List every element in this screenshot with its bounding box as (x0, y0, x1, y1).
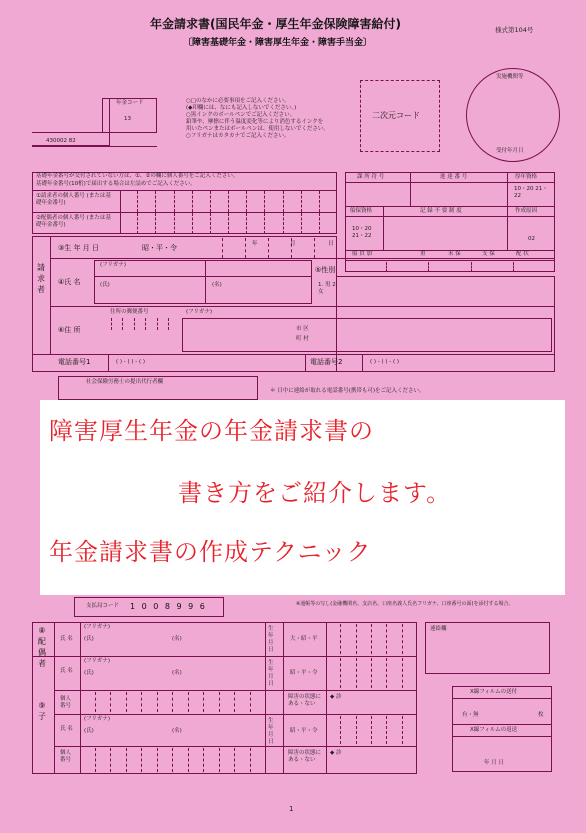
birth-month: 月 (290, 241, 296, 247)
child2-name-label: 氏 名 (60, 726, 73, 732)
office-code: 430002 82 (46, 138, 76, 144)
child1-name-label: 氏 名 (60, 668, 73, 674)
child2-family: (氏) (84, 728, 94, 734)
address-label: ⑥住 所 (58, 326, 81, 334)
pension-code-value: 13 (124, 116, 131, 122)
name-family: (氏) (100, 282, 110, 288)
bank-code-label: 支払局コード (86, 603, 120, 609)
xray-return-date: 年 月 日 (484, 760, 504, 766)
agent-label: 社会保険労務士の提出代行者欄 (86, 379, 164, 385)
child2-birth-era: 昭・平・令 (290, 728, 318, 734)
spouse-name-label: 氏 名 (60, 636, 73, 642)
overlay-line-1: 障害厚生年金の年金請求書の (49, 417, 374, 445)
xray-send-label: X線フィルムの送付 (470, 689, 518, 695)
birth-day: 日 (328, 241, 334, 247)
bank-note: ※通帳等の写し(金融機関名、支店名、口座名義人氏名フリガナ、口座番号の面)を添付する場合、 (296, 601, 514, 607)
contact-note: ＊ 日中に連絡が取れる電話番号(携帯も可)をご記入ください。 (270, 388, 425, 394)
child2-given: (名) (172, 728, 182, 734)
child1-family: (氏) (84, 670, 94, 676)
child2-personal-number-cells[interactable] (80, 748, 265, 772)
child1-given: (名) (172, 670, 182, 676)
name-label: ④氏 名 (58, 278, 81, 286)
child1-disability[interactable]: 障害の状態に ある・ない (288, 694, 322, 707)
code-value-3: 10・20 21・22 (514, 186, 548, 199)
overlay-line-3: 年金請求書の作成テクニック (49, 538, 372, 566)
code-cells-row[interactable] (345, 262, 555, 272)
spouse-furigana: (フリガナ) (84, 624, 111, 630)
spouse-birth-cells[interactable] (326, 624, 417, 654)
code-header-10: 支 保 (482, 251, 495, 257)
code-header-2: 進 達 番 号 (440, 174, 468, 180)
xray-return-label: X線フィルムの返送 (470, 727, 518, 733)
code-header-9: 未 保 (448, 251, 461, 257)
child1-birth-label: 生年月日 (268, 660, 274, 687)
personal-number-notice-1: 基礎年金番号が交付されていない方は、①、②の欄に個人番号をご記入ください。 (36, 173, 239, 179)
birth-date-cells[interactable] (200, 238, 337, 258)
birth-era: 昭・平・令 (142, 244, 177, 252)
code-header-4: 船保資格 (350, 208, 373, 214)
child2-furigana: (フリガナ) (84, 716, 111, 722)
child-side-label: ⑨子 (38, 701, 46, 721)
code-header-11: 配 状 (516, 251, 529, 257)
instruction-notes: ○□のなかに必要事項をご記入ください。 (◆印欄には、なにも記入しないでください。) ○黒インクのボールペンでご記入ください。 鉛筆や、摩擦に伴う温度変化等により消色するインクを 用いたペンまたはボールペンは、使用しないでください。 ○フリガナはカタカナでご記入ください。 (186, 98, 329, 139)
code-header-6: 作成原因 (515, 208, 538, 214)
code-header-5: 記 録 不 要 制 度 (420, 208, 462, 214)
claimant-personal-number-cells[interactable] (120, 191, 337, 212)
address-input[interactable] (182, 318, 552, 352)
address-city-1: 市 区 (296, 326, 309, 332)
child1-birth-era: 昭・平・令 (290, 670, 318, 676)
phone-1-input[interactable]: ( ) - ( ) - ( ) (116, 359, 146, 365)
code-header-1: 課 所 符 号 (357, 174, 385, 180)
sex-label: ⑤性別 (315, 266, 336, 274)
contact-box-label: 連絡欄 (430, 626, 447, 632)
spouse-birth-label: 生年月日 (268, 626, 274, 653)
child1-birth-cells[interactable] (326, 658, 417, 688)
child1-personal-number-cells[interactable] (80, 692, 265, 712)
spouse-family: (氏) (84, 636, 94, 642)
xray-sheets: 枚 (538, 712, 544, 718)
code-header-8: 重 (420, 251, 426, 257)
phone-1-label: 電話番号1 (58, 358, 91, 366)
pension-code-label: 年金コード (116, 100, 144, 106)
page-number: 1 (289, 805, 294, 813)
qr-code-label: 二次元コード (372, 111, 420, 120)
stamp-top-label: 実施機関等 (496, 74, 524, 80)
child1-diamond: ◆ 診 (330, 694, 342, 700)
code-header-7: 船 員 加 (352, 251, 372, 257)
code-value-4: 10・20 21・22 (352, 226, 372, 239)
child1-furigana: (フリガナ) (84, 658, 111, 664)
spouse-given: (名) (172, 636, 182, 642)
name-furigana: (フリガナ) (100, 262, 127, 268)
child2-birth-cells[interactable] (326, 716, 417, 744)
code-header-3: 厚年資格 (515, 174, 538, 180)
phone-2-input[interactable]: ( ) - ( ) - ( ) (370, 359, 400, 365)
xray-have[interactable]: 有・無 (462, 712, 479, 718)
birth-date-label: ③生 年 月 日 (58, 244, 99, 252)
spouse-birth-era: 大・昭・平 (290, 636, 318, 642)
child2-personal-number-label: 個人番号 (60, 750, 72, 763)
claimant-side-label: 請求者 (37, 263, 45, 294)
address-city-2: 町 村 (296, 336, 309, 342)
article-overlay (40, 400, 565, 595)
phone-2-label: 電話番号2 (310, 358, 343, 366)
personal-number-notice-2: 基礎年金番号(10桁)で届出する場合は左詰めでご記入ください。 (36, 181, 196, 187)
child1-personal-number-label: 個人番号 (60, 696, 72, 709)
child2-disability[interactable]: 障害の状態に ある・ない (288, 750, 322, 763)
birth-year: 年 (252, 241, 258, 247)
address-furigana: (フリガナ) (186, 309, 213, 315)
page-title: 年金請求書(国民年金・厚生年金保険障害給付) (150, 17, 401, 31)
child2-birth-label: 生年月日 (268, 718, 274, 745)
name-given: (名) (212, 282, 222, 288)
page-subtitle: 〔障害基礎年金・障害厚生年金・障害手当金〕 (183, 38, 373, 48)
form-number: 様式第104号 (495, 26, 534, 34)
stamp-bottom-label: 受付年月日 (496, 148, 524, 154)
child2-diamond: ◆ 診 (330, 750, 342, 756)
postal-code-label: 住所の郵便番号 (110, 309, 149, 315)
spouse-personal-number-label: ②配偶者の個人番号 (または基礎年金番号) (36, 215, 111, 228)
spouse-side-label: ⑧配偶者 (38, 626, 46, 668)
name-input[interactable] (94, 260, 312, 304)
spouse-personal-number-cells[interactable] (120, 213, 337, 234)
postal-code-cells[interactable] (100, 318, 180, 330)
overlay-line-2: 書き方をご紹介します。 (178, 479, 452, 507)
claimant-personal-number-label: ①請求者の個人番号 (または基礎年金番号) (36, 193, 111, 206)
bank-code-value: 1 0 0 8 9 9 6 (130, 602, 207, 611)
code-value-6: 02 (528, 236, 535, 242)
sex-options[interactable]: 1. 男 2. 女 (318, 282, 338, 295)
